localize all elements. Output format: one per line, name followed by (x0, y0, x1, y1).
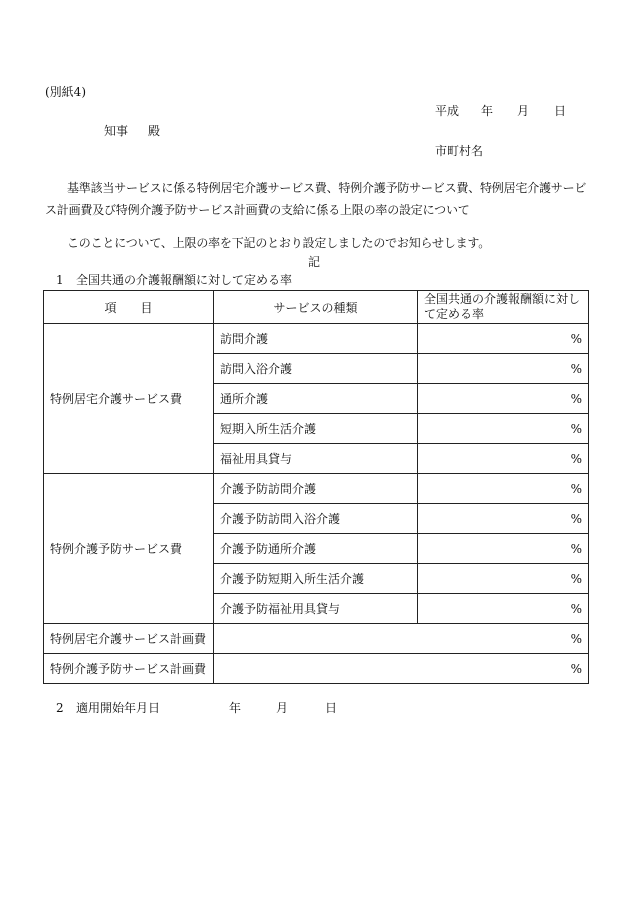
rate-cell[interactable]: % (418, 534, 589, 564)
start-day: 日 (325, 701, 338, 715)
rate-cell[interactable]: % (418, 444, 589, 474)
table-header-row (44, 291, 589, 324)
table-row (44, 474, 589, 504)
service-name: 訪問介護 (214, 324, 418, 354)
service-name: 短期入所生活介護 (214, 414, 418, 444)
body-text: このことについて、上限の率を下記のとおり設定しましたのでお知らせします。 (67, 236, 491, 250)
subject-text: 基準該当サービスに係る特例居宅介護サービス費、特例介護予防サービス費、特例居宅介護サービス計画費及び特例介護予防サービス計画費の支給に係る上限の率の設定について (45, 181, 587, 217)
addressee-honorific: 殿 (148, 124, 161, 138)
date-era: 平成 (435, 104, 460, 118)
group-name: 特例居宅介護サービス費 (44, 324, 214, 474)
rate-cell[interactable]: % (214, 624, 589, 654)
rate-cell[interactable]: % (418, 324, 589, 354)
header-service-type: サービスの種類 (214, 291, 418, 324)
addressee-title: 知事 (104, 124, 129, 138)
service-name: 介護予防訪問入浴介護 (214, 504, 418, 534)
rate-cell[interactable]: % (418, 384, 589, 414)
service-name: 介護予防短期入所生活介護 (214, 564, 418, 594)
ki-label: 記 (308, 255, 321, 269)
rate-cell[interactable]: % (418, 564, 589, 594)
service-name: 通所介護 (214, 384, 418, 414)
rate-cell[interactable]: % (418, 594, 589, 624)
service-name: 介護予防福祉用具貸与 (214, 594, 418, 624)
rate-cell[interactable]: % (418, 474, 589, 504)
rate-cell[interactable]: % (418, 354, 589, 384)
rate-cell[interactable]: % (214, 654, 589, 684)
header-rate: 全国共通の介護報酬額に対して定める率 (418, 291, 589, 324)
sender-municipality: 市町村名 (435, 144, 484, 158)
group-name: 特例居宅介護サービス計画費 (44, 624, 214, 654)
service-name: 福祉用具貸与 (214, 444, 418, 474)
table-row (44, 324, 589, 354)
service-name: 訪問入浴介護 (214, 354, 418, 384)
rate-cell[interactable]: % (418, 414, 589, 444)
date-day: 日 (554, 104, 567, 118)
attachment-label: (別紙4) (45, 85, 86, 99)
table-row (44, 624, 589, 654)
group-name: 特例介護予防サービス費 (44, 474, 214, 624)
header-item: 項 目 (44, 291, 214, 324)
table-row (44, 654, 589, 684)
service-name: 介護予防通所介護 (214, 534, 418, 564)
section2-number: 2 (56, 701, 64, 715)
section1-title: 全国共通の介護報酬額に対して定める率 (76, 273, 293, 287)
start-month: 月 (276, 701, 289, 715)
service-name: 介護予防訪問介護 (214, 474, 418, 504)
start-year: 年 (229, 701, 242, 715)
section2-title: 適用開始年月日 (76, 701, 161, 715)
date-month: 月 (517, 104, 530, 118)
rates-table (43, 290, 589, 684)
rate-cell[interactable]: % (418, 504, 589, 534)
group-name: 特例介護予防サービス計画費 (44, 654, 214, 684)
section1-number: 1 (56, 273, 64, 287)
date-year: 年 (481, 104, 494, 118)
